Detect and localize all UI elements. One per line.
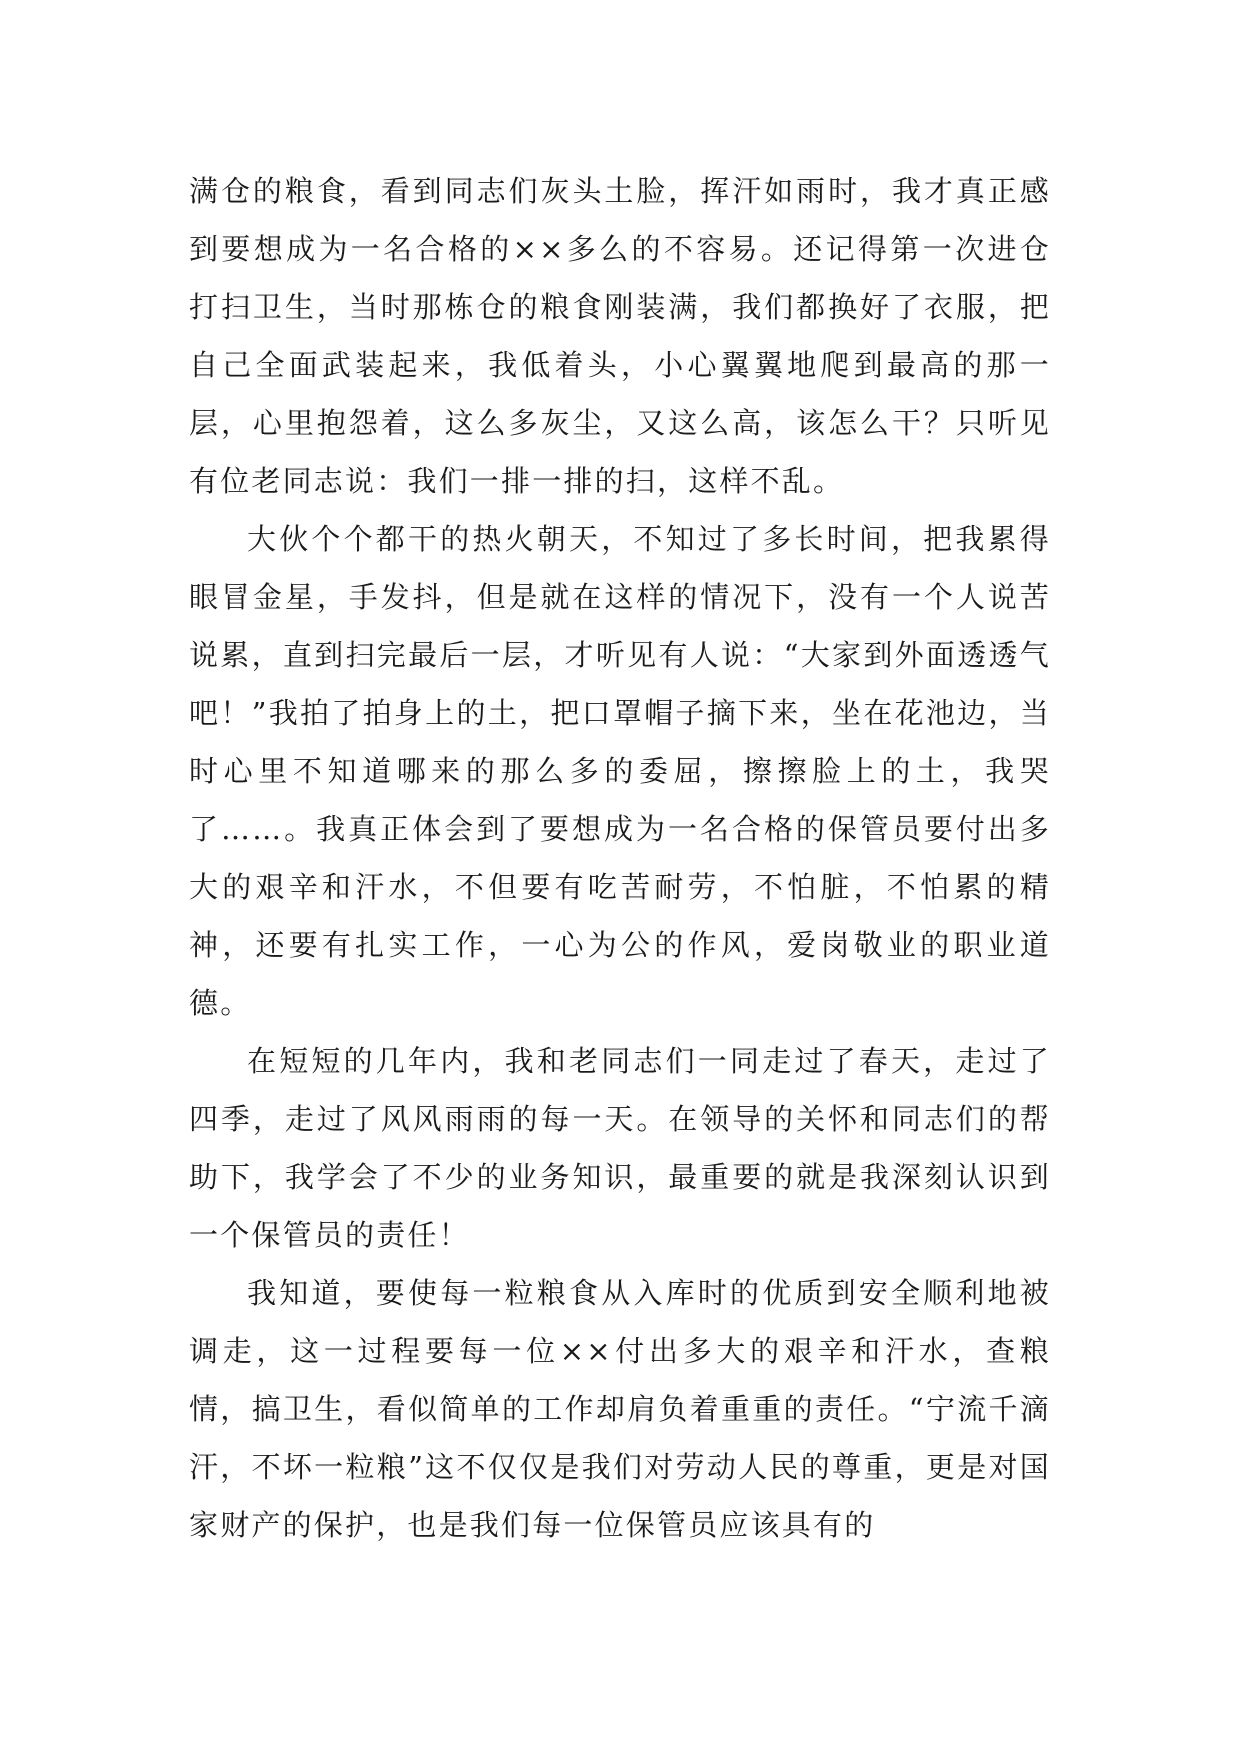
document-body (189, 162, 1051, 1554)
paragraph-1: 满仓的粮食，看到同志们灰头土脸，挥汗如雨时，我才真正感到要想成为一名合格的××多么的不容易。还记得第一次进仓打扫卫生，当时那栋仓的粮食刚装满，我们都换好了衣服，把自己全面武装起来，我低着头，小心翼翼地爬到最高的那一层，心里抱怨着，这么多灰尘，又这么高，该怎么干？只听见有位老同志说：我们一排一排的扫，这样不乱。 (189, 174, 1051, 498)
paragraph-2: 大伙个个都干的热火朝天，不知过了多长时间，把我累得眼冒金星，手发抖，但是就在这样的情况下，没有一个人说苦说累，直到扫完最后一层，才听见有人说：“大家到外面透透气吧！”我拍了拍身上的土，把口罩帽子摘下来，坐在花池边，当时心里不知道哪来的那么多的委屈，擦擦脸上的土，我哭了……。我真正体会到了要想成为一名合格的保管员要付出多大的艰辛和汗水，不但要有吃苦耐劳，不怕脏，不怕累的精神，还要有扎实工作，一心为公的作风，爱岗敬业的职业道德。 (189, 522, 1051, 1020)
paragraph-3: 在短短的几年内，我和老同志们一同走过了春天，走过了四季，走过了风风雨雨的每一天。在领导的关怀和同志们的帮助下，我学会了不少的业务知识，最重要的就是我深刻认识到一个保管员的责任！ (189, 1044, 1051, 1252)
paragraph-4: 我知道，要使每一粒粮食从入库时的优质到安全顺利地被调走，这一过程要每一位××付出多大的艰辛和汗水，查粮情，搞卫生，看似简单的工作却肩负着重重的责任。“宁流千滴汗，不坏一粒粮”这不仅仅是我们对劳动人民的尊重，更是对国家财产的保护，也是我们每一位保管员应该具有的 (189, 1276, 1051, 1542)
